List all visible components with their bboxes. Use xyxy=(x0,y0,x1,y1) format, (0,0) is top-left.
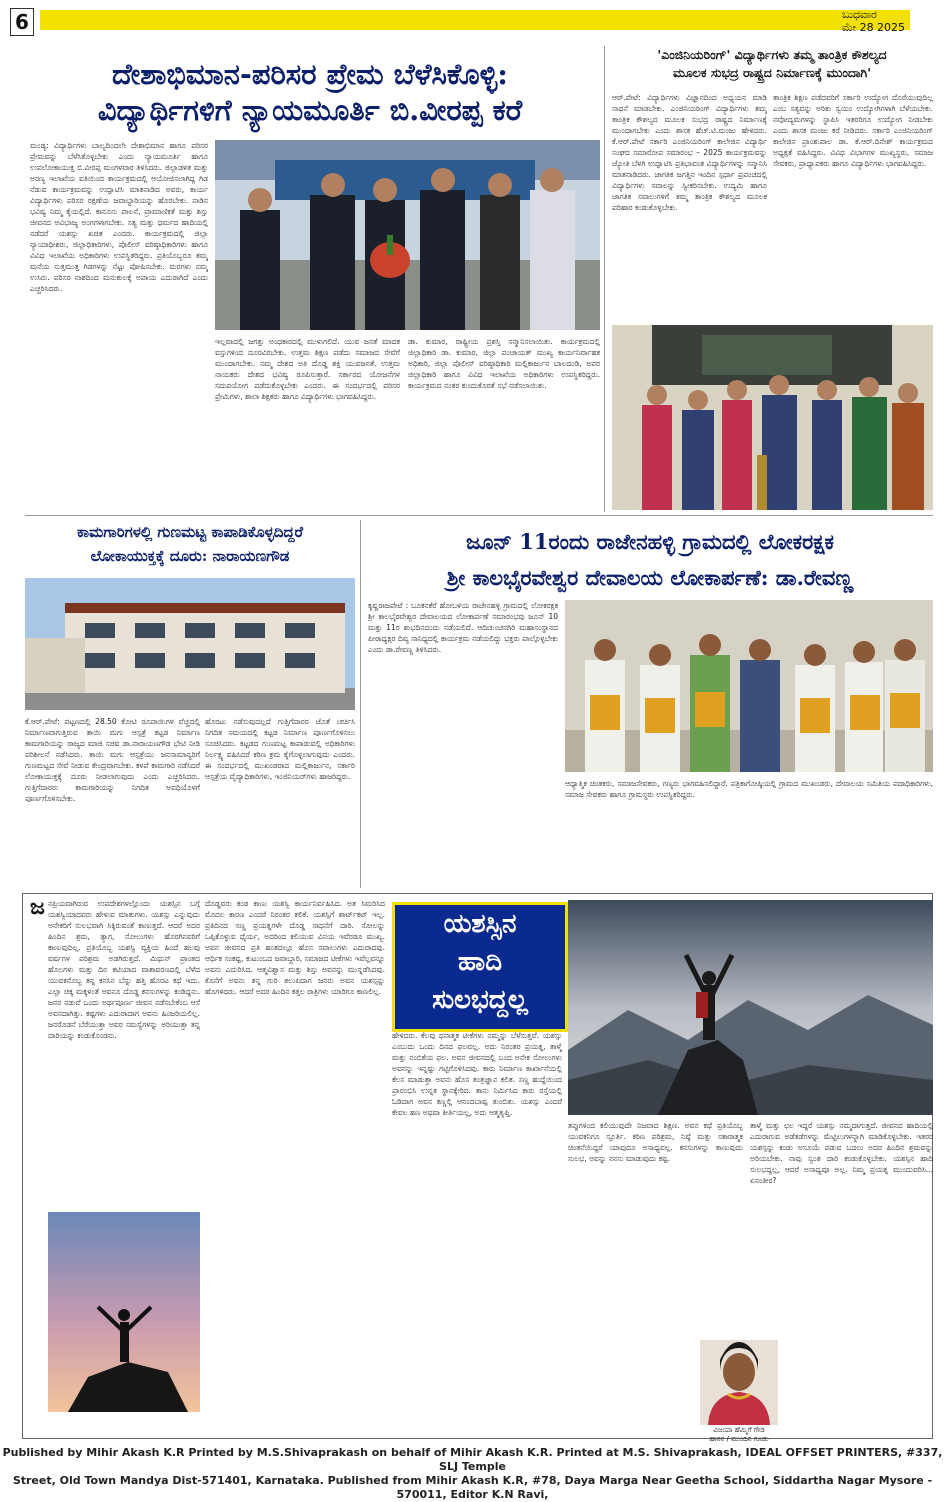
story4-body-col2: ಆಧ್ಯಾತ್ಮಿಕ ಚಿಂತಕರು, ಸಮಾಜಸೇವಕರು, ಗಣ್ಯರು ಭಾಗವಹಿಸಲಿದ್ದಾರೆ. ಪತ್ರಿಕಾಗೋಷ್ಠಿಯಲ್ಲಿ ಗ್ರಾಮದ ಮುಖಂಡರು, ದೇವಾಲಯ ಸಮಿತಿಯ ಪದಾಧಿಕಾರಿಗಳು, ಸಮಾಜ ಸೇವಕರು ಹಾಗೂ ಗ್ರಾಮಸ್ಥರು ಉಪಸ್ಥಿತರಿದ್ದರು. xyxy=(565,779,933,799)
author-name: ವಿಜಯಾ ಹೆಮ್ಮಿಗೆ ಗೌಡ xyxy=(713,1426,765,1434)
column-divider xyxy=(604,46,605,512)
story1-body-col3: ಡಾ. ಕುಮಾರ, ರಾಷ್ಟ್ರೀಯ ಪ್ರಶಸ್ತಿ ಸನ್ಮಾನಿಸಲಾಯಿತು. ಕಾರ್ಯಕ್ರಮದಲ್ಲಿ ಜಿಲ್ಲಾಧಿಕಾರಿ ಡಾ. ಕುಮಾರ, ಜಿಲ್ಲಾ ಪಂಚಾಯತ್ ಮುಖ್ಯ ಕಾರ್ಯನಿರ್ವಾಹಕ ಅಧಿಕಾರಿ, ಜಿಲ್ಲಾ ಪೊಲೀಸ್ ವರಿಷ್ಠಾಧಿಕಾರಿ ಮಲ್ಲಿಕಾರ್ಜುನ ಬಾಲದಂಡಿ, ಅಪರ ಜಿಲ್ಲಾಧಿಕಾರಿ ಹಾಗೂ ವಿವಿಧ ಇಲಾಖೆಯ ಅಧಿಕಾರಿಗಳು ಉಪಸ್ಥಿತರಿದ್ದರು. ಕಾರ್ಯಕ್ರಮದ ನಂತರ ಕುಂದುಕೊರತೆ ಸಭೆ ನಡೆಸಲಾಯಿತು. xyxy=(408,337,600,390)
feature-sunset-photo xyxy=(48,1212,200,1412)
feature-title-line2: ಹಾದಿ xyxy=(458,947,502,977)
date-block xyxy=(842,8,905,34)
story1-headline-line1: ದೇಶಾಭಿಮಾನ-ಪರಿಸರ ಪ್ರೇಮ ಬೆಳೆಸಿಕೊಳ್ಳಿ: xyxy=(112,57,508,91)
feature-title-line3: ಸುಲಭದ್ದಲ್ಲ xyxy=(432,985,528,1015)
feature-body-col1: ನಪ್ರಿಯವಾಗಿರುವ ಉಪದೇಶಗಳಲ್ಲೊಂದು ಯಶಸ್ಸಿನ ಬಗ್ಗೆ ಯಶಸ್ವಿಯಾದವರು ಹೇಳುವ ಮಾತುಗಳು. ಯಶಸ್ಸು ಎನ್ನುವುದು ಅನೇಕರಿಗೆ ಸುಲಭವಾಗಿ ಸಿಕ್ಕಿರುವಂತೆ ಕಾಣುತ್ತದೆ. ಆದರೆ ಅದರ ಹಿಂದಿನ ಶ್ರಮ, ತ್ಯಾಗ, ಸೋಲುಗಳು ಹೊರಗಿನವರಿಗೆ ಕಾಣುವುದಿಲ್ಲ. ಪ್ರತಿಯೊಬ್ಬ ಯಶಸ್ವಿ ವ್ಯಕ್ತಿಯ ಹಿಂದೆ ಹಲವು ವರ್ಷಗಳ ಪರಿಶ್ರಮ ಅಡಗಿರುತ್ತದೆ. ಮಿಥುನ್ ಪ್ರಾಂತದ ಹೊಲಗಳು ಮತ್ತು ದಿನ ಕಟಿಯಾದ ವಾತಾವರಣದಲ್ಲಿ ಬೆಳೆದ ಯುವಕನೊಬ್ಬ ತನ್ನ ಕನಸಿನ ಬೆನ್ನು ಹತ್ತಿ ಹೊರಟ ಕಥೆ ಇದು. ಎಲ್ಲಾ ಚಿಕ್ಕ ಮಕ್ಕಳಂತೆ ಅವನೂ ದೊಡ್ಡ ಕನಸುಗಳನ್ನು ಕಂಡಿದ್ದನು. ಜನರ ನಡುವೆ ಒಂದು ಅರ್ಥಪೂರ್ಣ ಜೀವನ ನಡೆಸಬೇಕೆಂಬ ಆಸೆ ಅವನದಾಗಿತ್ತು. ಕಷ್ಟಗಳು ಎದುರಾದಾಗ ಅವನು ಹಿಂಜರಿಯಲಿಲ್ಲ. ಜನರೊಡನೆ ಬೆರೆಯುತ್ತಾ ಅವರ ಸಮಸ್ಯೆಗಳನ್ನು ಅರಿಯುತ್ತಾ ತನ್ನ ದಾರಿಯನ್ನು ಕಂಡುಕೊಂಡನು. xyxy=(48,899,200,1040)
story3-body-col2: ಹೊರಟು ನಡೆಸುವುದಲ್ಲದೆ ಗುತ್ತಿಗೆದಾರರ ಜೊತೆ ಚರ್ಚಿಸಿ ನಿಗದಿತ ಸಮಯದಲ್ಲಿ ಕಟ್ಟಡ ನಿರ್ಮಾಣ ಪೂರ್ಣಗೊಳಿಸಲು ಸೂಚಿಸಿದರು. ಕಟ್ಟಡದ ಗುಣಮಟ್ಟ ಕಾಪಾಡುವಲ್ಲಿ ಅಧಿಕಾರಿಗಳು ನಿರ್ಲಕ್ಷ್ಯ ವಹಿಸಿದರೆ ಕಠಿಣ ಕ್ರಮ ಕೈಗೊಳ್ಳಲಾಗುವುದು ಎಂದರು. ಈ ಸಂದರ್ಭದಲ್ಲಿ ಮುಖಂಡರಾದ ಮಲ್ಲಿಕಾರ್ಜುನ, ಸರ್ಕಾರಿ ಆಸ್ಪತ್ರೆಯ ವೈದ್ಯಾಧಿಕಾರಿಗಳು, ಇಂಜಿನಿಯರ್‌ಗಳು ಹಾಜರಿದ್ದರು. xyxy=(205,717,355,781)
imprint-line2: Street, Old Town Mandya Dist-571401, Karnataka. Published from Mihir Akash K.R, #78, Daya Marga Near Geetha School, Siddartha Nagar Mysore - 570011, Editor K.N Ravi, xyxy=(12,1474,933,1501)
feature-body-col5: ತಾಳ್ಮೆ ಮತ್ತು ಛಲ ಇದ್ದರೆ ಯಶಸ್ಸು ನಮ್ಮದಾಗುತ್ತದೆ. ಜೀವನದ ಹಾದಿಯಲ್ಲಿ ಎದುರಾಗುವ ಅಡೆತಡೆಗಳನ್ನು ಮೆಟ್ಟಿಲುಗಳನ್ನಾಗಿ ಮಾಡಿಕೊಳ್ಳಬೇಕು. ಇತರರ ಯಶಸ್ಸನ್ನು ಕಂಡು ಅಸೂಯೆ ಪಡುವ ಬದಲು ಅದರ ಹಿಂದಿನ ಶ್ರಮವನ್ನು ಅರಿಯಬೇಕು. ನಾವು ಸ್ವಂತ ದಾರಿ ಕಂಡುಕೊಳ್ಳಬೇಕು. ಯಶಸ್ಸಿನ ಹಾದಿ ಸುಲಭದ್ದಲ್ಲ, ಆದರೆ ಅಸಾಧ್ಯವೂ ಅಲ್ಲ. ನಿಮ್ಮ ಪ್ರಯತ್ನ ಮುಂದುವರಿಸಿ... ಏನಂತೀರ? xyxy=(750,1121,933,1185)
story1-photo xyxy=(215,140,600,330)
imprint-line1: Published by Mihir Akash K.R Printed by M.S.Shivaprakash on behalf of Mihir Akash K.R. Printed at M.S. Shivaprakash, IDEAL OFFSET PRINTERS, #337, SLJ Temple xyxy=(2,1446,943,1473)
story3-headline-line2: ಲೋಕಾಯುಕ್ತಕ್ಕೆ ದೂರು: ನಾರಾಯಣಗೌಡ xyxy=(90,547,290,565)
story2-headline-line1: 'ಎಂಜಿನಿಯರಿಂಗ್' ವಿದ್ಯಾರ್ಥಿಗಳು ತಮ್ಮ ತಾಂತ್ರಿಕ ಕೌಶಲ್ಯದ xyxy=(657,47,887,62)
story3-headline xyxy=(30,520,350,568)
author-role: ಹಾಸನ / ಮುಂದಿನ ಗೂಡು xyxy=(709,1435,769,1443)
feature-body-col3: ಹೇಳಿದರು. ಕೆಲವು ಧನಾತ್ಮಕ ಟೀಕೆಗಳು ನಮ್ಮನ್ನು ಬೆಳೆಸುತ್ತವೆ. ಯಶಸ್ಸು ಎಂಬುದು ಒಂದು ದಿನದ ಫಲವಲ್ಲ. ಅದು ನಿರಂತರ ಪ್ರಯತ್ನ, ತಾಳ್ಮೆ ಮತ್ತು ನಂಬಿಕೆಯ ಫಲ. ಅವನ ಜೀವನದಲ್ಲಿ ಬಂದ ಅನೇಕ ಸೋಲುಗಳು ಅವನನ್ನು ಇನ್ನಷ್ಟು ಗಟ್ಟಿಗೊಳಿಸಿದವು. ಕಾರು ನಿರ್ಮಾಣ ಕಾರ್ಖಾನೆಯಲ್ಲಿ ಕೆಲಸ ಮಾಡುತ್ತಾ ಅವನು ಹೊಸ ತಂತ್ರಜ್ಞಾನ ಕಲಿತ. ಸಣ್ಣ ಹುದ್ದೆಯಿಂದ ಪ್ರಾರಂಭಿಸಿ ಉನ್ನತ ಸ್ಥಾನಕ್ಕೇರಿದ. ತಾನು ನಿರ್ಮಿಸಿದ ಕಾರು ರಸ್ತೆಯಲ್ಲಿ ಓಡಿದಾಗ ಅವನ ಕಣ್ಣಲ್ಲಿ ಆನಂದಬಾಷ್ಪ ತುಂಬಿತು. ಯಶಸ್ಸು ಎಂದರೆ ಕೇವಲ ಹಣ ಅಥವಾ ಕೀರ್ತಿಯಲ್ಲ, ಅದು ಆತ್ಮತೃಪ್ತಿ. xyxy=(392,1031,562,1117)
weekday: ಬುಧವಾರ xyxy=(842,8,877,21)
story1-body: ಮಂಡ್ಯ: ವಿದ್ಯಾರ್ಥಿಗಳು ಬಾಲ್ಯದಿಂದಲೇ ದೇಶಾಭಿಮಾನ ಹಾಗೂ ಪರಿಸರ ಪ್ರೇಮವನ್ನು ಬೆಳೆಸಿಕೊಳ್ಳಬೇಕು ಎಂದು ನ್ಯಾಯಮೂರ್ತಿ ಹಾಗೂ ಉಪಲೋಕಾಯುಕ್ತ ಬಿ.ವೀರಪ್ಪ ಮಂಗಳವಾರ ತಿಳಿಸಿದರು. ಜಿಲ್ಲಾಡಳಿತ ಮತ್ತು ಅರಣ್ಯ ಇಲಾಖೆಯ ವತಿಯಿಂದ ಕಾರ್ಯಕ್ರಮದಲ್ಲಿ ಆಯೋಜಿಸಲಾಗಿದ್ದ ಗಿಡ ನೆಡುವ ಕಾರ್ಯಕ್ರಮವನ್ನು ಉದ್ಘಾಟಿಸಿ ಮಾತನಾಡಿದ ಅವರು, ಕಾರ್ಯ ವಿದ್ಯಾರ್ಥಿಗಳು ಪರಿಸರ ರಕ್ಷಣೆಯ ಜವಾಬ್ದಾರಿಯನ್ನು ಹೊರಬೇಕು. ನಾಡಿನ ಭವಿಷ್ಯ ನಿಮ್ಮ ಕೈಯಲ್ಲಿದೆ. ಕಾನೂನು ಪಾಲನೆ, ಪ್ರಾಮಾಣಿಕತೆ ಮತ್ತು ಶಿಸ್ತು ಜೀವನದ ಅವಿಭಾಜ್ಯ ಅಂಗಗಳಾಗಬೇಕು. ಸತ್ಯ ಮತ್ತು ಧರ್ಮದ ಹಾದಿಯಲ್ಲಿ ನಡೆದರೆ ಯಶಸ್ಸು ಖಚಿತ ಎಂದರು. ಕಾರ್ಯಕ್ರಮದಲ್ಲಿ ಜಿಲ್ಲಾ ನ್ಯಾಯಾಧೀಶರು, ಜಿಲ್ಲಾಧಿಕಾರಿಗಳು, ಪೊಲೀಸ್ ವರಿಷ್ಠಾಧಿಕಾರಿಗಳು ಹಾಗೂ ವಿವಿಧ ಇಲಾಖೆಯ ಅಧಿಕಾರಿಗಳು ಉಪಸ್ಥಿತರಿದ್ದರು. ಪ್ರತಿಯೊಬ್ಬರೂ ತಮ್ಮ ಮನೆಯ ಸುತ್ತಮುತ್ತ ಗಿಡಗಳನ್ನು ನೆಟ್ಟು ಪೋಷಿಸಬೇಕು. ಮರಗಳು ನಮ್ಮ ಉಸಿರು. ಪರಿಸರ ನಾಶದಿಂದ ಮನುಕುಲಕ್ಕೆ ಅಪಾಯ ಎದುರಾಗಿದೆ ಎಂದು ಎಚ್ಚರಿಸಿದರು. xyxy=(30,141,208,293)
story1-headline-line2: ವಿದ್ಯಾರ್ಥಿಗಳಿಗೆ ನ್ಯಾಯಮೂರ್ತಿ ಬಿ.ವೀರಪ್ಪ ಕರೆ xyxy=(97,93,523,127)
column-divider-2 xyxy=(360,520,361,888)
story1-headline xyxy=(30,56,590,128)
author-photo xyxy=(700,1340,778,1425)
story4-headline-line1: ಜೂನ್ 11ರಂದು ರಾಜೇನಹಳ್ಳಿ ಗ್ರಾಮದಲ್ಲಿ ಲೋಕರಕ್ಷಕ xyxy=(465,529,835,554)
issue-date: ಮೇ 28 2025 xyxy=(842,21,906,34)
feature-dropcap: ಜ xyxy=(30,895,45,920)
feature-title-line1: ಯಶಸ್ಸಿನ xyxy=(443,909,517,939)
story1-body-col2: ಇಲ್ಲವಾದಲ್ಲಿ ಜಗತ್ತು ಅಂಧಕಾರದಲ್ಲಿ ಮುಳುಗಲಿದೆ. ಯುವ ಜನತೆ ಮಾದಕ ವಸ್ತುಗಳಿಂದ ದೂರವಿರಬೇಕು. ಉತ್ತಮ ಶಿಕ್ಷಣ ಪಡೆದು ಸಮಾಜದ ಸೇವೆಗೆ ಮುಂದಾಗಬೇಕು. ನಮ್ಮ ದೇಶದ ಅತಿ ದೊಡ್ಡ ಶಕ್ತಿ ಯುವಜನತೆ. ಉತ್ತಮ ನಾಯಕರು ದೇಶದ ಭವಿಷ್ಯ ರೂಪಿಸುತ್ತಾರೆ. ಸರ್ಕಾರದ ಯೋಜನೆಗಳ ಸದುಪಯೋಗ ಪಡೆದುಕೊಳ್ಳಬೇಕು ಎಂದರು. ಈ ಸಂದರ್ಭದಲ್ಲಿ ಪರಿಸರ ಪ್ರೇಮಿಗಳು, ಶಾಲಾ ಶಿಕ್ಷಕರು ಹಾಗೂ ವಿದ್ಯಾರ್ಥಿಗಳು ಭಾಗವಹಿಸಿದ್ದರು. xyxy=(215,337,400,401)
story4-body: ಕೃಷ್ಣರಾಜಪೇಟೆ : ಬೂಕನಕೆರೆ ಹೋಬಳಿಯ ರಾಜೇನಹಳ್ಳಿ ಗ್ರಾಮದಲ್ಲಿ ಲೋಕರಕ್ಷಕ ಶ್ರೀ ಕಾಲಭೈರವೇಶ್ವರ ದೇವಾಲಯದ ಲೋಕಾರ್ಪಣೆ ಸಮಾರಂಭವು ಜೂನ್ 10 ಮತ್ತು 11ರ ಶುಭದಿನದಂದು ನಡೆಯಲಿದೆ. ಆದಿಚುಂಚನಗಿರಿ ಮಹಾಸಂಸ್ಥಾನದ ಪೀಠಾಧ್ಯಕ್ಷರ ದಿವ್ಯ ಸಾನಿಧ್ಯದಲ್ಲಿ ಕಾರ್ಯಕ್ರಮ ನಡೆಯಲಿದ್ದು ಭಕ್ತರು ಪಾಲ್ಗೊಳ್ಳಬೇಕು ಎಂದು ಡಾ.ರೇವಣ್ಣ ತಿಳಿಸಿದರು. xyxy=(368,601,558,654)
author-byline xyxy=(694,1426,784,1444)
story3-headline-line1: ಕಾಮಗಾರಿಗಳಲ್ಲಿ ಗುಣಮಟ್ಟ ಕಾಪಾಡಿಕೊಳ್ಳದಿದ್ದರೆ xyxy=(76,523,304,541)
story2-headline xyxy=(612,46,932,82)
section-divider xyxy=(25,515,933,516)
feature-mountain-photo xyxy=(568,900,933,1115)
story3-body: ಕೆ.ಆರ್.ಪೇಟೆ: ಪಟ್ಟಣದಲ್ಲಿ 28.50 ಕೋಟಿ ರೂಪಾಯಿಗಳ ವೆಚ್ಚದಲ್ಲಿ ನಿರ್ಮಾಣವಾಗುತ್ತಿರುವ ತಾಯಿ ಮಗು ಆಸ್ಪತ್ರೆ ಕಟ್ಟಡ ನಿರ್ಮಾಣ ಕಾಮಗಾರಿಯನ್ನು ರಾಜ್ಯದ ಮಾಜಿ ಸಚಿವ ಡಾ.ನಾರಾಯಣಗೌಡ ಭೇಟಿ ನೀಡಿ ಪರಿಶೀಲನೆ ನಡೆಸಿದರು. ತಾಯಿ ಮಗು ಆಸ್ಪತ್ರೆಯು ಜನಸಾಮಾನ್ಯರಿಗೆ ಗುಣಮಟ್ಟದ ಸೇವೆ ನೀಡುವ ಕೇಂದ್ರವಾಗಬೇಕು. ಕಳಪೆ ಕಾಮಗಾರಿ ನಡೆಸಿದರೆ ಲೋಕಾಯುಕ್ತಕ್ಕೆ ದೂರು ನೀಡಲಾಗುವುದು ಎಂದು ಎಚ್ಚರಿಸಿದರು. ಗುತ್ತಿಗೆದಾರರು ಕಾಮಗಾರಿಯನ್ನು ನಿಗದಿತ ಅವಧಿಯೊಳಗೆ ಪೂರ್ಣಗೊಳಿಸಬೇಕು. xyxy=(25,717,200,803)
page-number: 6 xyxy=(10,8,34,36)
story3-photo xyxy=(25,578,355,710)
story4-headline-line2: ಶ್ರೀ ಕಾಲಭೈರವೇಶ್ವರ ದೇವಾಲಯ ಲೋಕಾರ್ಪಣೆ: ಡಾ.ರೇವಣ್ಣ xyxy=(446,565,854,590)
header-band xyxy=(40,10,910,30)
story4-headline xyxy=(365,524,935,596)
feature-title-box xyxy=(392,902,568,1032)
story2-body: ಆರ್.ಪೇಟೆ: ವಿದ್ಯಾರ್ಥಿಗಳು ವಿಜ್ಞಾನದಿಂದ ಅಧ್ಯಯನ ಮಾಡಿ ಸಾಧನೆ ಮಾಡಬೇಕು. ಎಂಜಿನಿಯರಿಂಗ್ ವಿದ್ಯಾರ್ಥಿಗಳು ತಮ್ಮ ತಾಂತ್ರಿಕ ಕೌಶಲ್ಯದ ಮೂಲಕ ಸುಭದ್ರ ರಾಷ್ಟ್ರದ ನಿರ್ಮಾಣಕ್ಕೆ ಮುಂದಾಗಬೇಕು ಎಂದು ಶಾಸಕ ಹೆಚ್.ಟಿ.ಮಂಜು ಹೇಳಿದರು. ಕೆ.ಆರ್.ಪೇಟೆ ಸರ್ಕಾರಿ ಎಂಜಿನಿಯರಿಂಗ್ ಕಾಲೇಜಿನ ವಿದ್ಯಾರ್ಥಿ ಸಂಘದ ಸಮಾರೋಪ ಸಮಾರಂಭ – 2025 ಕಾರ್ಯಕ್ರಮವನ್ನು ಜ್ಯೋತಿ ಬೆಳಗಿ ಉದ್ಘಾಟಿಸಿ ಪ್ರತಿಭಾವಂತ ವಿದ್ಯಾರ್ಥಿಗಳನ್ನು ಸನ್ಮಾನಿಸಿ ಮಾತನಾಡಿದರು. ಜಾಗತಿಕ ಜಗತ್ತಿನ ಇಂದಿನ ಸ್ಪರ್ಧಾ ಪ್ರಪಂಚದಲ್ಲಿ ವಿದ್ಯಾರ್ಥಿಗಳು ಸವಾಲನ್ನು ಸ್ವೀಕರಿಸಬೇಕು. ಉದ್ಯಮಿ ಹಾಗೂ ಜಾಗತಿಕ ಸವಾಲುಗಳಿಗೆ ತಮ್ಮ ತಾಂತ್ರಿಕ ಕೌಶಲ್ಯದ ಮೂಲಕ ಪರಿಹಾರ ಕಂಡುಕೊಳ್ಳಬೇಕು. xyxy=(612,93,767,212)
feature-body-col4: ತಪ್ಪುಗಳಿಂದ ಕಲಿಯುವುದೇ ನಿಜವಾದ ಶಿಕ್ಷಣ. ಅವನ ಕಥೆ ಪ್ರತಿಯೊಬ್ಬ ಯುವಕನಿಗೂ ಸ್ಫೂರ್ತಿ. ಕಠಿಣ ಪರಿಶ್ರಮ, ನಿಷ್ಠೆ ಮತ್ತು ಸಕಾರಾತ್ಮಕ ಚಿಂತನೆಯಿದ್ದರೆ ಯಾವುದೂ ಅಸಾಧ್ಯವಲ್ಲ. ಕನಸುಗಳನ್ನು ಕಾಣುವುದು ಸುಲಭ, ಅವನ್ನು ನನಸು ಮಾಡುವುದು ಕಷ್ಟ. xyxy=(568,1121,743,1163)
imprint-footer xyxy=(0,1446,945,1501)
feature-body-col2: ದೊಡ್ಡವರು ಕಂಡ ಕಾಣು ಯಶಸ್ವಿ ಕಾರ್ಯನಿರ್ವಹಿಸಿದ. ಅತ ಸಿಮರಿಸಿದ ಮೊದಲ ಕಾರಣ ಎಂದರೆ ನಿರಂತರ ಕಲಿಕೆ. ಯಶಸ್ಸಿಗೆ ಶಾರ್ಟ್‌ಕಟ್ ಇಲ್ಲ. ಪ್ರತಿದಿನದ ಸಣ್ಣ ಪ್ರಯತ್ನಗಳೇ ದೊಡ್ಡ ಸಾಧನೆಗೆ ದಾರಿ. ಸೋಲನ್ನು ಒಪ್ಪಿಕೊಳ್ಳುವ ಧೈರ್ಯ, ಅದರಿಂದ ಕಲಿಯುವ ವಿನಯ ಇವೆರಡೂ ಮುಖ್ಯ. ಅವನ ಜೀವನದ ಪ್ರತಿ ಹಂತದಲ್ಲೂ ಹೊಸ ಸವಾಲುಗಳು ಎದುರಾದವು. ಆರ್ಥಿಕ ಸಂಕಷ್ಟ, ಕುಟುಂಬದ ಜವಾಬ್ದಾರಿ, ಸಮಾಜದ ಟೀಕೆಗಳು ಇವೆಲ್ಲವನ್ನೂ ಅವನು ಎದುರಿಸಿದ. ಆತ್ಮವಿಶ್ವಾಸ ಮತ್ತು ಶಿಸ್ತು ಅವನನ್ನು ಮುನ್ನಡೆಸಿದವು. ಕೊನೆಗೆ ಅವನು ತನ್ನ ಗುರಿ ತಲುಪಿದಾಗ ಜನರು ಅವನ ಯಶಸ್ಸನ್ನು ಹೊಗಳಿದರು. ಆದರೆ ಅದರ ಹಿಂದಿನ ಕತ್ತಲ ರಾತ್ರಿಗಳು ಯಾರಿಗೂ ಕಾಣಲಿಲ್ಲ. xyxy=(205,899,385,996)
story2-photo xyxy=(612,325,933,510)
story4-photo xyxy=(565,600,933,772)
story2-body-col2: ತಾಂತ್ರಿಕ ಶಿಕ್ಷಣ ಪಡೆದವರಿಗೆ ಸರ್ಕಾರಿ ಉದ್ಯೋಗ ದೊರೆಯುವುದಿಲ್ಲ ಎಂಬ ಸತ್ಯವನ್ನು ಅರಿತು ಸ್ವಯಂ ಉದ್ಯೋಗಿಗಳಾಗಿ ಬೆಳೆಯಬೇಕು. ನವೋದ್ಯಮಗಳನ್ನು ಸ್ಥಾಪಿಸಿ ಇತರರಿಗೂ ಉದ್ಯೋಗ ನೀಡಬೇಕು ಎಂದು ಶಾಸಕ ಮಂಜು ಕರೆ ನೀಡಿದರು. ಸರ್ಕಾರಿ ಎಂಜಿನಿಯರಿಂಗ್ ಕಾಲೇಜಿನ ಪ್ರಾಂಶುಪಾಲ ಡಾ. ಕೆ.ಆರ್.ದಿನೇಶ್ ಕಾರ್ಯಕ್ರಮದ ಅಧ್ಯಕ್ಷತೆ ವಹಿಸಿದ್ದರು. ವಿವಿಧ ವಿಭಾಗಗಳ ಮುಖ್ಯಸ್ಥರು, ಸಮಾಜ ಸೇವಕರು, ಪ್ರಾಧ್ಯಾಪಕರು ಹಾಗೂ ವಿದ್ಯಾರ್ಥಿಗಳು ಭಾಗವಹಿಸಿದ್ದರು. xyxy=(773,93,933,168)
story2-headline-line2: ಮೂಲಕ ಸುಭದ್ರ ರಾಷ್ಟ್ರದ ನಿರ್ಮಾಣಕ್ಕೆ ಮುಂದಾಗಿ' xyxy=(672,65,872,80)
